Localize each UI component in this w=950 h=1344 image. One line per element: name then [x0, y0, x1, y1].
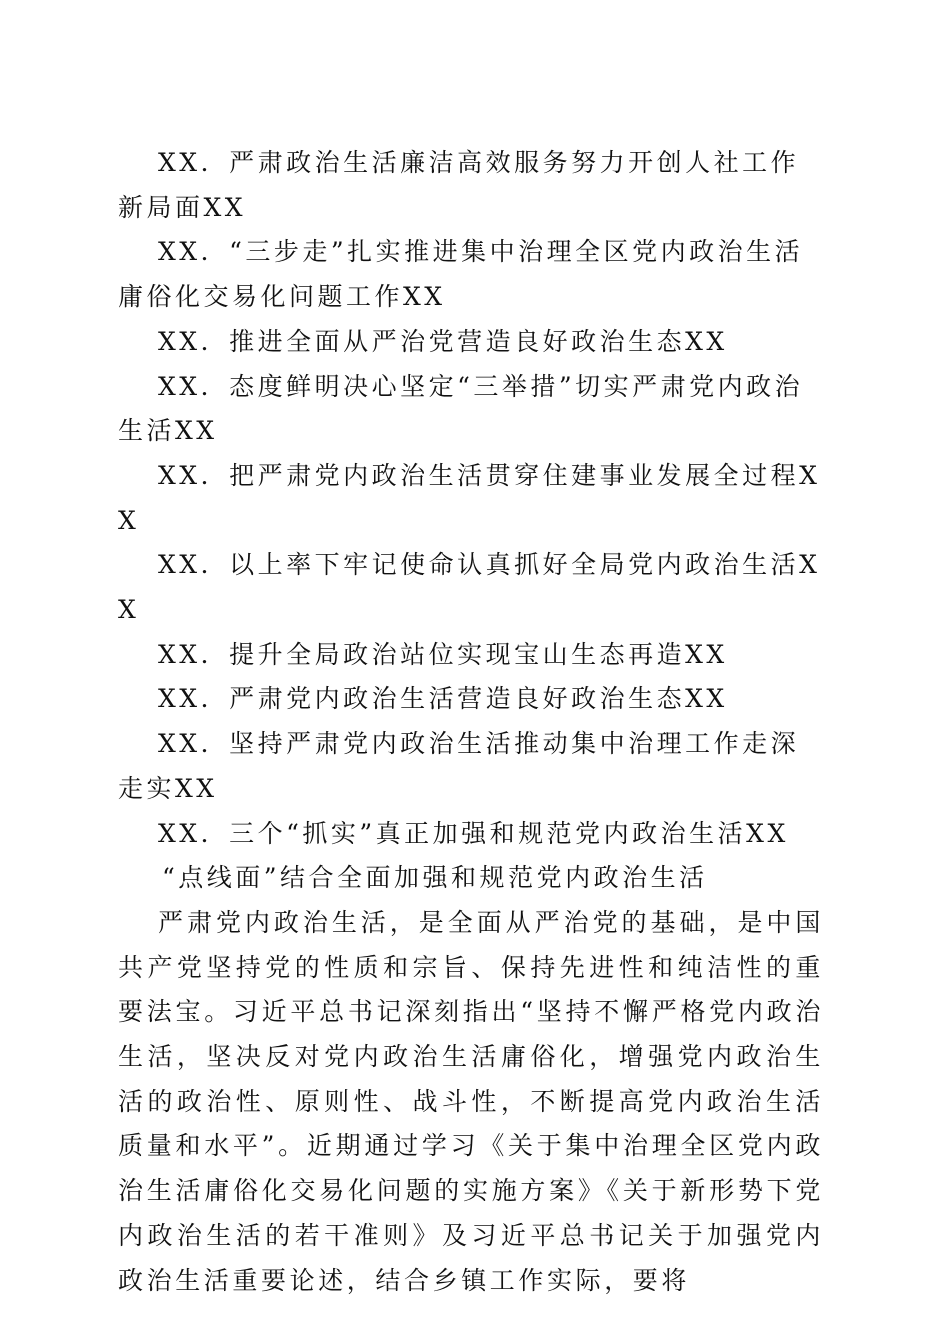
toc-item: XX．提升全局政治站位实现宝山生态再造XX [158, 639, 728, 669]
toc-item: XX．坚持严肃党内政治生活推动集中治理工作走深走实XX [118, 729, 800, 803]
toc-item: XX．三个“抓实”真正加强和规范党内政治生活XX [158, 818, 789, 848]
document-content [118, 141, 824, 1303]
section-title: “点线面”结合全面加强和规范党内政治生活 [162, 863, 708, 893]
toc-item: XX．把严肃党内政治生活贯穿住建事业发展全过程XX [118, 460, 821, 535]
toc-item: XX．“三步走”扎实推进集中治理全区党内政治生活庸俗化交易化问题工作XX [118, 237, 804, 312]
toc-item: XX．严肃党内政治生活营造良好政治生态XX [158, 684, 728, 714]
body-paragraph: 严肃党内政治生活，是全面从严治党的基础，是中国共产党坚持党的性质和宗旨、保持先进性和纯洁性的重要法宝。习近平总书记深刻指出“坚持不懈严格党内政治生活，坚决反对党内政治生活庸俗化，增强党内政治生活的政治性、原则性、战斗性，不断提高党内政治生活质量和水平”。近期通过学习《关于集中治理全区党内政治生活庸俗化交易化问题的实施方案》《关于新形势下党内政治生活的若干准则》及习近平总书记关于加强党内政治生活重要论述，结合乡镇工作实际，要将 [118, 907, 824, 1295]
toc-item: XX．推进全面从严治党营造良好政治生态XX [158, 326, 728, 356]
toc-item: XX．态度鲜明决心坚定“三举措”切实严肃党内政治生活XX [118, 371, 804, 446]
toc-item: XX．严肃政治生活廉洁高效服务努力开创人社工作新局面XX [118, 148, 800, 222]
toc-item: XX．以上率下牢记使命认真抓好全局党内政治生活XX [118, 550, 821, 625]
